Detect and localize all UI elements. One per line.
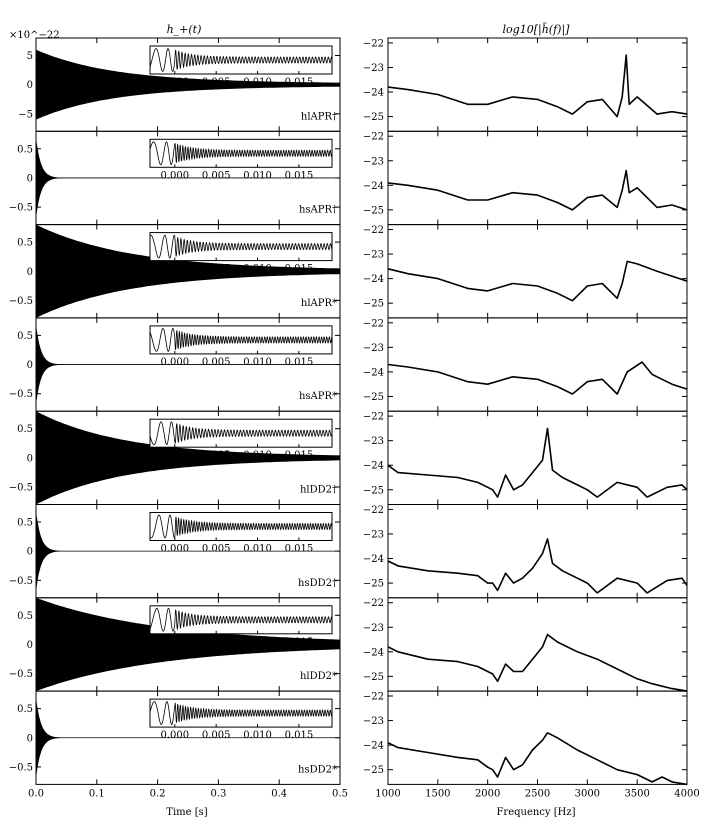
y-tick-label: −0.5 <box>8 389 33 401</box>
y-tick-label: −0.5 <box>8 575 33 587</box>
spectrum-line <box>388 539 687 593</box>
y-tick-label: −22 <box>362 598 384 610</box>
inset-x-tick-label: 0.010 <box>243 450 272 462</box>
spectrum-line <box>388 635 687 692</box>
time-tick-label: 0.1 <box>88 788 105 800</box>
inset-x-tick-label: 0.010 <box>243 356 272 368</box>
inset-x-tick-label: 0.000 <box>160 636 190 648</box>
panel-frame <box>388 38 687 131</box>
spectrum-panel <box>363 225 687 318</box>
inset-x-tick-label: 0.005 <box>201 356 231 368</box>
panel-name-label: hlDD2† <box>299 484 337 496</box>
frequency-tick-label: 1500 <box>425 788 451 800</box>
inset-x-tick-label: 0.000 <box>160 170 190 182</box>
y-tick-label: 5 <box>26 50 33 62</box>
y-tick-label: −25 <box>362 765 384 777</box>
inset-x-tick-label: 0.010 <box>243 77 272 88</box>
y-tick-label: −24 <box>362 554 384 566</box>
waveform-inset <box>150 139 332 181</box>
time-panel <box>9 691 340 784</box>
y-tick-label: −22 <box>362 38 384 50</box>
waveform-inset <box>150 513 332 555</box>
frequency-tick-label: 1000 <box>375 788 401 800</box>
y-tick-label: −25 <box>362 205 384 217</box>
panel-name-label: hsAPR* <box>298 391 337 403</box>
spectrum-panel <box>363 598 687 691</box>
y-tick-label: −23 <box>362 716 384 728</box>
y-tick-label: −24 <box>362 180 384 192</box>
panel-frame <box>388 691 687 784</box>
panel-frame <box>388 131 687 224</box>
inset-x-tick-label: 0.000 <box>160 450 190 462</box>
y-tick-label: −25 <box>362 578 384 590</box>
inset-x-tick-label: 0.015 <box>284 543 314 555</box>
inset-x-tick-label: 0.010 <box>243 263 272 275</box>
amplitude-scale-label: ×10^−22 <box>9 30 60 41</box>
y-tick-label: −24 <box>362 647 384 659</box>
spectrum-line <box>388 55 687 116</box>
y-tick-label: −0.5 <box>8 669 33 681</box>
y-tick-label: 0 <box>26 266 33 278</box>
inset-x-tick-label: 0.015 <box>284 636 314 648</box>
time-panel <box>9 318 340 411</box>
y-tick-label: −22 <box>362 131 384 143</box>
time-axis-label: Time [s] <box>166 807 208 818</box>
frequency-tick-label: 2500 <box>524 788 551 800</box>
y-tick-label: 0 <box>26 360 33 372</box>
y-tick-label: −23 <box>362 62 384 74</box>
y-tick-label: 0 <box>26 80 33 92</box>
time-tick-label: 0.2 <box>149 788 166 800</box>
inset-frame <box>150 46 332 74</box>
time-axis-ticks <box>28 788 348 799</box>
spectrum-line <box>388 261 687 300</box>
y-tick-label: −25 <box>362 112 384 124</box>
frequency-tick-label: 2000 <box>474 788 501 800</box>
panel-frame <box>388 505 687 598</box>
frequency-domain-panels <box>363 38 687 784</box>
panel-name-label: hsDD2* <box>298 764 337 776</box>
y-tick-label: −23 <box>362 622 384 634</box>
y-tick-label: 0 <box>26 639 33 651</box>
time-panel <box>9 411 340 504</box>
spectrum-panel <box>363 691 687 784</box>
panel-frame <box>388 411 687 504</box>
time-domain-column <box>9 23 348 818</box>
frequency-axis-label: Frequency [Hz] <box>496 807 576 818</box>
y-tick-label: 0.5 <box>17 424 33 436</box>
y-tick-label: −23 <box>362 342 384 354</box>
frequency-tick-label: 3000 <box>574 788 601 800</box>
y-tick-label: −23 <box>362 156 384 168</box>
y-tick-label: −25 <box>362 298 384 310</box>
panel-frame <box>388 598 687 691</box>
y-tick-label: −0.5 <box>8 202 33 214</box>
y-tick-label: 0 <box>26 173 33 185</box>
waveform-inset <box>150 699 332 741</box>
inset-x-tick-label: 0.000 <box>160 730 190 742</box>
time-domain-title: h_+(t) <box>166 23 202 36</box>
y-tick-label: 0.5 <box>17 610 33 622</box>
y-tick-label: −23 <box>362 436 384 448</box>
y-tick-label: 0.5 <box>17 704 33 716</box>
y-tick-label: −22 <box>362 691 384 703</box>
spectrum-line <box>388 733 687 785</box>
y-tick-label: −22 <box>362 504 384 516</box>
y-tick-label: 0 <box>26 546 33 558</box>
time-tick-label: 0.3 <box>210 788 227 800</box>
inset-x-tick-label: 0.015 <box>284 263 314 275</box>
y-tick-label: −22 <box>362 318 384 330</box>
inset-x-tick-label: 0.000 <box>160 77 190 88</box>
y-tick-label: 0.5 <box>17 237 33 249</box>
y-tick-label: 0 <box>26 453 33 465</box>
panel-name-label: hsDD2† <box>298 577 337 589</box>
time-domain-panels <box>9 38 340 784</box>
spectrum-panel <box>363 505 687 598</box>
y-tick-label: 0.5 <box>17 144 33 156</box>
frequency-tick-label: 4000 <box>674 788 700 800</box>
panel-frame <box>388 225 687 318</box>
y-tick-label: −22 <box>362 411 384 423</box>
spectrum-panel <box>363 318 687 411</box>
y-tick-label: 0 <box>26 733 33 745</box>
inset-x-tick-label: 0.005 <box>201 170 231 182</box>
inset-x-tick-label: 0.015 <box>284 730 314 742</box>
inset-x-tick-label: 0.010 <box>243 730 272 742</box>
y-tick-label: −24 <box>362 87 384 99</box>
frequency-domain-title: log10[|h̃(f)|] <box>502 23 570 36</box>
frequency-domain-column <box>363 23 700 818</box>
spectrum-line <box>388 428 687 497</box>
y-tick-label: 0.5 <box>17 517 33 529</box>
inset-x-tick-label: 0.005 <box>201 543 231 555</box>
inset-x-tick-label: 0.015 <box>284 356 314 368</box>
panel-name-label: hlAPR† <box>300 111 337 123</box>
frequency-axis-ticks <box>375 788 699 799</box>
inset-x-tick-label: 0.005 <box>201 450 231 462</box>
inset-x-tick-label: 0.010 <box>243 170 272 182</box>
y-tick-label: −24 <box>362 460 384 472</box>
time-tick-label: 0.5 <box>332 788 348 800</box>
y-tick-label: −24 <box>362 367 384 379</box>
spectrum-line <box>388 171 687 210</box>
inset-x-tick-label: 0.005 <box>201 263 231 275</box>
inset-x-tick-label: 0.010 <box>243 636 272 648</box>
inset-x-tick-label: 0.000 <box>160 356 190 368</box>
inset-x-tick-label: 0.010 <box>243 543 272 555</box>
y-tick-label: −23 <box>362 529 384 541</box>
time-tick-label: 0.4 <box>271 788 288 800</box>
y-tick-label: −23 <box>362 249 384 261</box>
inset-x-tick-label: 0.005 <box>201 636 231 648</box>
y-tick-label: −22 <box>362 225 384 237</box>
y-tick-label: −5 <box>18 109 33 121</box>
y-tick-label: −25 <box>362 671 384 683</box>
y-tick-label: −0.5 <box>8 482 33 494</box>
y-tick-label: −25 <box>362 485 384 497</box>
time-panel <box>9 505 340 598</box>
y-tick-label: 0.5 <box>17 330 33 342</box>
panel-name-label: hlDD2* <box>299 671 337 683</box>
inset-x-tick-label: 0.015 <box>284 450 314 462</box>
spectrum-panel <box>363 38 687 131</box>
inset-x-tick-label: 0.000 <box>160 543 190 555</box>
frequency-tick-label: 3500 <box>624 788 650 800</box>
waveform-inset <box>150 326 332 368</box>
spectrum-line <box>388 362 687 394</box>
y-tick-label: −24 <box>362 740 384 752</box>
time-tick-label: 0.0 <box>28 788 44 800</box>
time-panel <box>9 131 340 224</box>
panel-name-label: hlAPR* <box>300 297 337 309</box>
y-tick-label: −24 <box>362 274 384 286</box>
time-panel <box>18 38 340 131</box>
inset-x-tick-label: 0.015 <box>284 77 314 88</box>
panel-frame <box>388 318 687 411</box>
spectrum-panel <box>363 131 687 224</box>
time-panel <box>9 225 340 318</box>
y-tick-label: −0.5 <box>8 762 33 774</box>
panel-name-label: hsAPR† <box>298 204 337 216</box>
inset-x-tick-label: 0.015 <box>284 170 314 182</box>
inset-x-tick-label: 0.005 <box>201 77 231 88</box>
time-panel <box>9 598 340 691</box>
spectrum-panel <box>363 411 687 504</box>
y-tick-label: −0.5 <box>8 295 33 307</box>
y-tick-label: −25 <box>362 391 384 403</box>
inset-x-tick-label: 0.000 <box>160 263 190 275</box>
inset-x-tick-label: 0.005 <box>201 730 231 742</box>
